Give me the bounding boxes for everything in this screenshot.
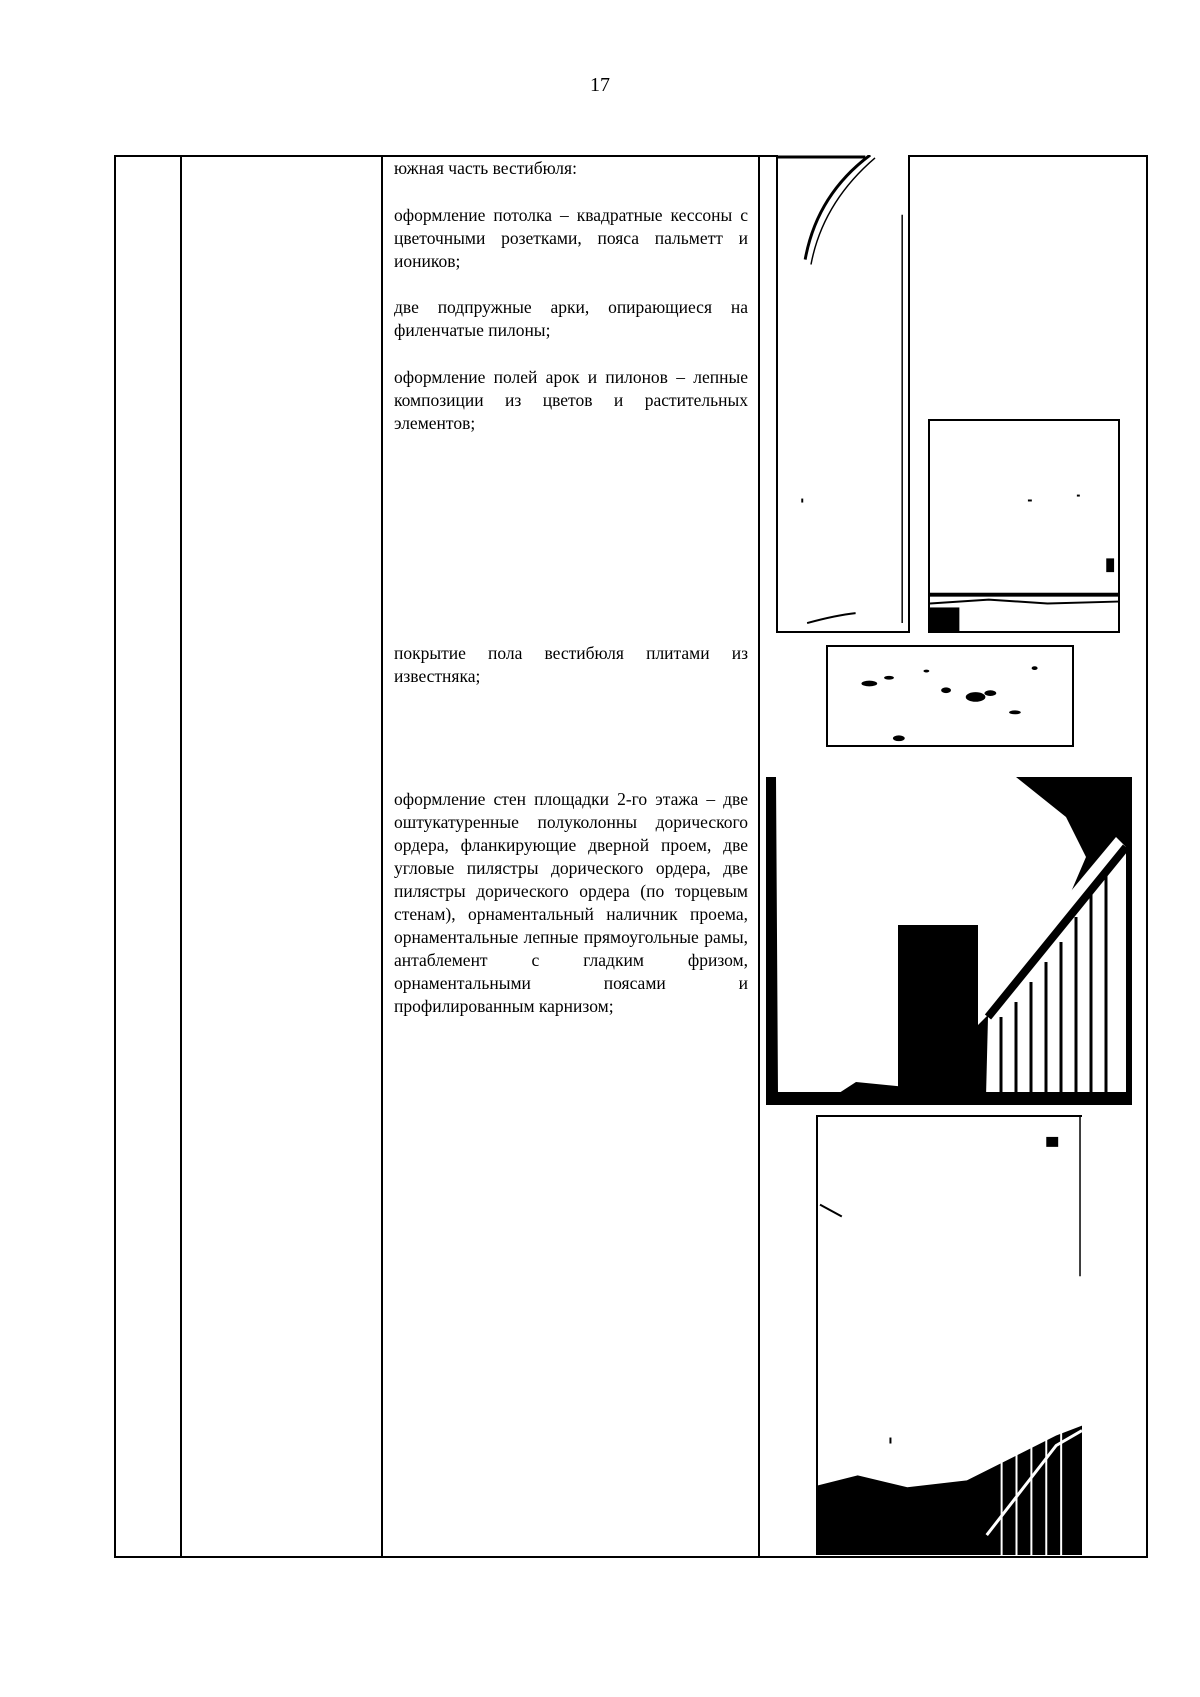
photo-second-floor-landing-image xyxy=(766,777,1132,1105)
photo-floor-tiles-image xyxy=(828,647,1072,745)
photo-second-floor-landing xyxy=(766,777,1132,1105)
table-column-divider xyxy=(180,157,182,1556)
photo-arch-fields-image xyxy=(930,421,1118,631)
document-table xyxy=(114,155,1148,1558)
description-arch-fields: оформление полей арок и пилонов – лепные композиции из цветов и растительных элементов; xyxy=(394,367,748,433)
photo-staircase-detail xyxy=(816,1115,1082,1555)
photo-staircase-detail-image xyxy=(818,1117,1082,1555)
description-arches: две подпружные арки, опирающиеся на филенчатые пилоны; xyxy=(394,297,748,340)
description-second-floor-walls: оформление стен площадки 2-го этажа – две оштукатуренные полуколонны дорического ордера, фланкирующие дверной проем, две угловые пилястры дорического ордера, две пилястры дорического ордера (по торцевым стенам), орнаментальный наличник проема, орнаментальные лепные прямоугольные рамы, антаблемент с гладким фризом, орнаментальными поясами и профилированным карнизом; xyxy=(394,789,748,1016)
description-south-vestibule: южная часть вестибюля: xyxy=(394,158,577,178)
description-ceiling: оформление потолка – квадратные кессоны с цветочными розетками, пояса пальметт и иоников; xyxy=(394,205,748,271)
photo-vestibule-arch-image xyxy=(778,155,908,631)
photo-floor-tiles xyxy=(826,645,1074,747)
description-floor: покрытие пола вестибюля плитами из известняка; xyxy=(394,643,748,686)
photo-arch-fields xyxy=(928,419,1120,633)
table-column-divider xyxy=(758,157,760,1556)
page-number: 17 xyxy=(590,74,610,96)
photo-vestibule-arch xyxy=(776,155,910,633)
table-column-divider xyxy=(381,157,383,1556)
